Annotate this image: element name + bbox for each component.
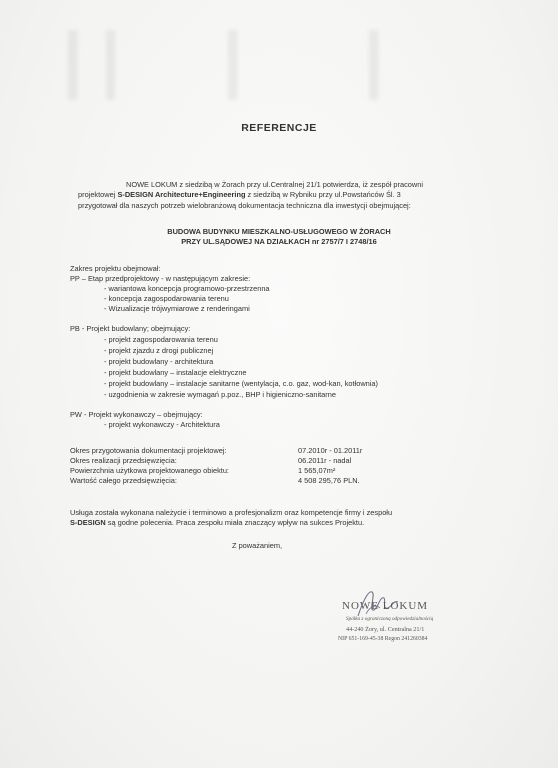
pp-item: - Wizualizacje trójwymiarowe z renderingami (104, 304, 250, 313)
document-title: REFERENCJE (241, 122, 317, 134)
building-title-line-1: BUDOWA BUDYNKU MIESZKALNO-USŁUGOWEGO W ŻORACH (167, 227, 391, 236)
pb-heading: PB - Projekt budowlany; obejmujący: (70, 324, 191, 333)
building-title-line-2: PRZY UL.SĄDOWEJ NA DZIAŁKACH nr 2757/7 I 2748/16 (181, 237, 377, 246)
intro-company: S-DESIGN Architecture+Engineering (117, 190, 246, 200)
show-through-letterhead (40, 30, 510, 100)
company-stamp (318, 586, 508, 656)
intro-line-2-pre: projektowej (78, 190, 118, 200)
stamp-line-1: Spółka z ograniczoną odpowiedzialnością (346, 616, 434, 622)
stamp-line-3: NIP 651-169-45-38 Regon 241260384 (338, 636, 428, 642)
regards: Z poważaniem, (232, 541, 283, 550)
stamp-line-2: 44-240 Żory, ul. Centralna 21/1 (346, 626, 425, 633)
stamp-company-name: NOWE LOKUM (342, 600, 429, 612)
pp-heading: PP – Etap przedprojektowy - w następującym zakresie: (70, 274, 251, 283)
detail-label: Okres przygotowania dokumentacji projektowej: (70, 446, 227, 455)
detail-label: Powierzchnia użytkowa projektowanego obiektu: (70, 466, 229, 475)
closing-paragraph (70, 508, 490, 529)
detail-label: Wartość całego przedsięwzięcia: (70, 476, 177, 485)
scope-heading: Zakres projektu obejmował: (70, 264, 161, 273)
pw-item: - projekt wykonawczy - Architektura (104, 420, 220, 429)
detail-value: 1 565,07m² (298, 466, 336, 475)
closing-line-1: Usługa została wykonana należycie i terminowo a profesjonalizm oraz kompetencje firmy i zespołu (70, 508, 393, 517)
intro-paragraph (78, 180, 488, 211)
pb-item: - projekt zagospodarowania terenu (104, 335, 218, 344)
pp-item: - wariantowa koncepcja programowo-przestrzenna (104, 284, 270, 293)
intro-line-1: NOWE LOKUM z siedzibą w Żorach przy ul.Centralnej 21/1 potwierdza, iż zespół pracowni (126, 180, 423, 189)
intro-line-3: przygotował dla naszych potrzeb wielobranżową dokumentacja techniczna dla inwestycji obejmującej: (78, 200, 411, 210)
intro-line-2-post: z siedzibą w Rybniku przy ul.Powstańców Śl. 3 (245, 190, 401, 200)
detail-value: 07.2010r - 01.2011r (298, 446, 363, 455)
pb-item: - projekt budowlany – instalacje sanitarne (wentylacja, c.o. gaz, wod-kan, kotłownia) (104, 379, 379, 388)
pb-item: - projekt budowlany – instalacje elektryczne (104, 368, 247, 377)
closing-line-2: są godne polecenia. Praca zespołu miała znaczący wpływ na sukces Projektu. (105, 518, 365, 528)
detail-value: 06.2011r - nadal (298, 456, 352, 465)
pp-item: - koncepcja zagospodarowania terenu (104, 294, 229, 303)
pb-item: - projekt budowlany - architektura (104, 357, 214, 366)
pw-heading: PW - Projekt wykonawczy – obejmujący: (70, 410, 203, 419)
detail-value: 4 508 295,76 PLN. (298, 476, 360, 485)
detail-label: Okres realizacji przedsięwzięcia: (70, 456, 177, 465)
pb-item: - projekt zjazdu z drogi publicznej (104, 346, 214, 355)
pb-item: - uzgodnienia w zakresie wymagań p.poz., BHP i higieniczno-sanitarne (104, 390, 336, 399)
closing-company: S-DESIGN (70, 518, 106, 528)
